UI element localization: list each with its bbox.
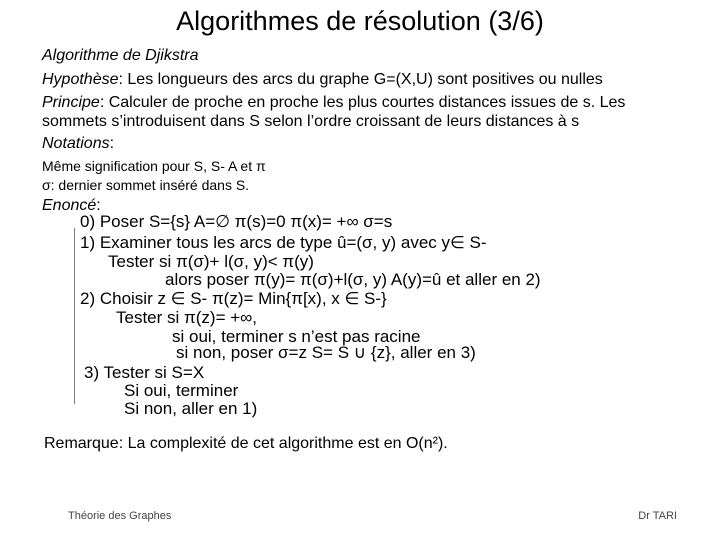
enonce-colon: :	[96, 197, 101, 214]
step-1: 1) Examiner tous les arcs de type û=(σ, y) avec y∈ S-	[80, 233, 487, 252]
principe-label: Principe	[42, 94, 100, 111]
algorithm-heading: Algorithme de Djikstra	[42, 47, 199, 64]
step-2-no: si non, poser σ=z S= S ∪ {z}, aller en 3)	[176, 343, 476, 362]
notations-label: Notations	[42, 135, 110, 152]
step-3-yes: Si oui, terminer	[124, 381, 239, 400]
step-3-no: Si non, aller en 1)	[124, 399, 258, 418]
step-1-test: Tester si π(σ)+ l(σ, y)< π(y)	[108, 252, 314, 271]
step-2-yes: si oui, terminer s n’est pas racine	[172, 327, 421, 346]
hypothese-label: Hypothèse	[42, 71, 119, 88]
complexity-remark: Remarque: La complexité de cet algorithme est en O(n²).	[44, 435, 448, 452]
step-2: 2) Choisir z ∈ S- π(z)= Min{π[x), x ∈ S-}	[80, 289, 387, 308]
notation-line-1: Même signification pour S, S- A et π	[42, 158, 266, 174]
principe-text: : Calculer de proche en proche les plus courtes distances issues de s. Les	[99, 94, 626, 111]
step-3: 3) Tester si S=X	[84, 363, 205, 382]
principe-line	[42, 94, 625, 112]
notations-colon: :	[109, 135, 115, 152]
enonce-margin-line	[74, 228, 75, 404]
step-1-action: alors poser π(y)= π(σ)+l(σ, y) A(y)=û et aller en 2)	[165, 270, 541, 289]
notations-heading	[42, 135, 114, 153]
slide-title: Algorithmes de résolution (3/6)	[176, 6, 544, 36]
hypothese-text: : Les longueurs des arcs du graphe G=(X,U) sont positives ou nulles	[118, 71, 603, 88]
step-2-test: Tester si π(z)= +∞,	[116, 308, 257, 327]
enonce-label: Enoncé	[42, 197, 97, 214]
step-0: 0) Poser S={s} A=∅ π(s)=0 π(x)= +∞ σ=s	[80, 212, 393, 231]
hypothese-line	[42, 71, 603, 89]
notation-line-2: σ: dernier sommet inséré dans S.	[42, 177, 250, 193]
footer-author: Dr TARI	[638, 510, 677, 522]
footer-course-title: Théorie des Graphes	[68, 510, 172, 522]
principe-continuation: sommets s’introduisent dans S selon l’ordre croissant de leurs distances à s	[42, 113, 580, 130]
